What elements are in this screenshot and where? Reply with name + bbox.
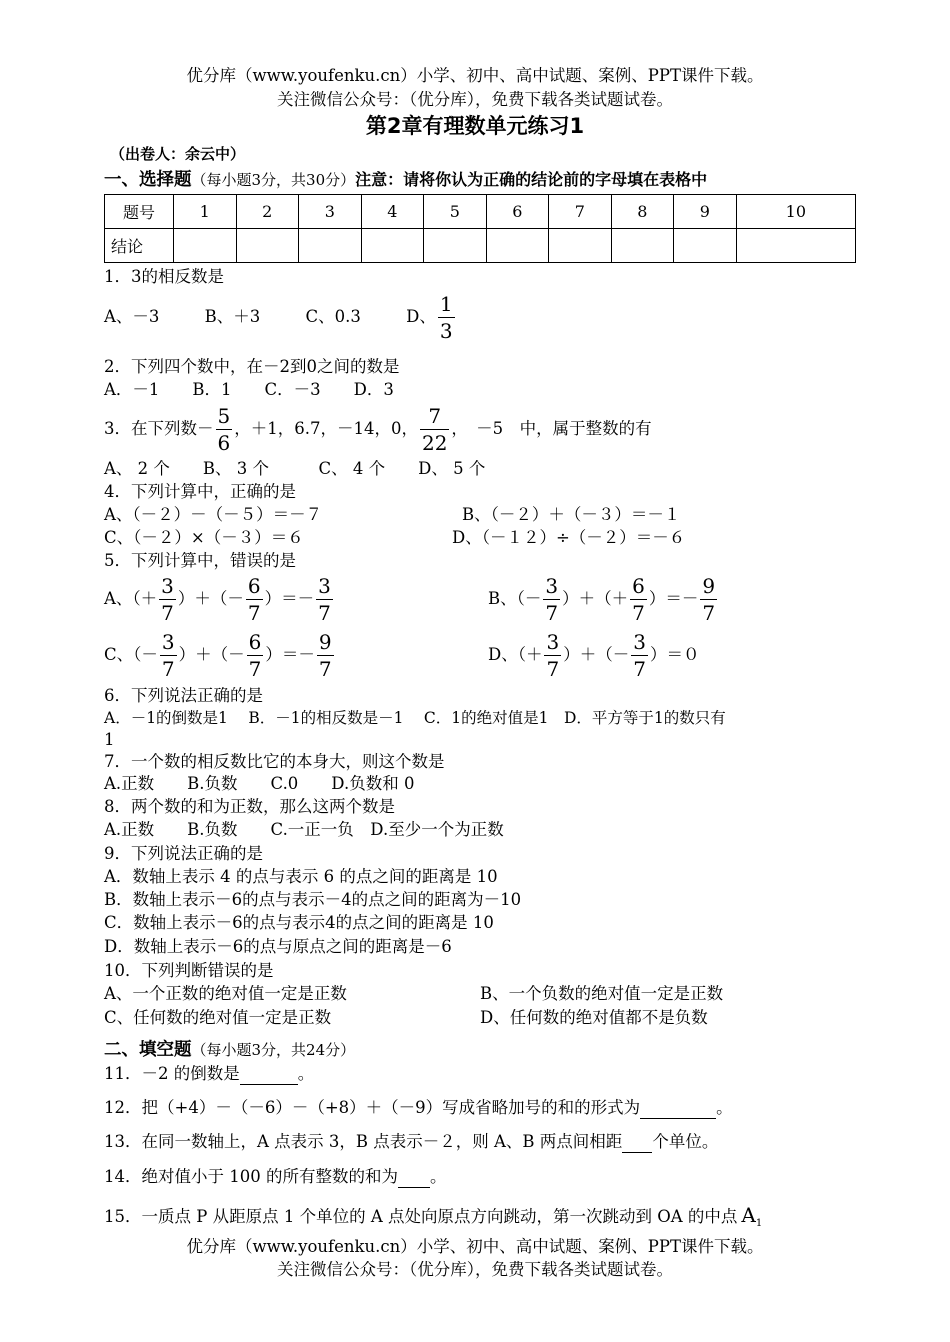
q8-options: A.正数 B.负数 C.一正一负 D.至少一个为正数 xyxy=(104,820,504,839)
table-row-numbers xyxy=(105,195,856,229)
q9-option-c: C．数轴上表示－6的点与表示4的点之间的距离是 10 xyxy=(104,913,494,932)
page-title: 第2章有理数单元练习1 xyxy=(365,114,585,138)
q11: 11．－2 的倒数是 。 xyxy=(104,1064,315,1083)
fraction: $\frac{7}{22}$ xyxy=(421,404,448,455)
table-cell-number: 7 xyxy=(549,195,612,229)
fraction: $\frac{6}{7}$ xyxy=(248,630,262,681)
q4-option-c: C、（－２）×（－３）＝６ xyxy=(104,528,304,547)
q1-option-b: B、＋3 xyxy=(204,307,261,326)
section1-note: 注意：请将你认为正确的结论前的字母填在表格中 xyxy=(355,170,708,189)
q8-stem: 8．两个数的和为正数，那么这两个数是 xyxy=(104,797,395,816)
answer-cell[interactable] xyxy=(236,229,299,263)
q4-stem: 4．下列计算中，正确的是 xyxy=(104,482,296,501)
q6-options: A．－1的倒数是1 B．－1的相反数是－1 C．1的绝对值是1 D．平方等于1的数只有 xyxy=(104,709,726,727)
answer-cell[interactable] xyxy=(174,229,237,263)
q1-stem: 1．3的相反数是 xyxy=(104,267,224,286)
q3-options: A、 2 个 B、 3 个 C、 4 个 D、 5 个 xyxy=(104,459,486,478)
table-header-answer: 结论 xyxy=(105,229,174,263)
fraction: $\frac{6}{7}$ xyxy=(247,574,261,625)
fraction: $\frac{9}{7}$ xyxy=(318,630,332,681)
table-cell-number: 5 xyxy=(424,195,487,229)
fraction: $\frac{3}{7}$ xyxy=(633,630,646,681)
fraction: $\frac{6}{7}$ xyxy=(632,574,645,625)
section2-heading: 二、填空题 xyxy=(104,1040,192,1060)
q1-option-d: D、 xyxy=(406,307,436,326)
q3-text-post: ， －5 中，属于整数的有 xyxy=(451,419,652,438)
section1-score: （每小题3分，共30分） xyxy=(191,171,356,189)
answer-table xyxy=(104,194,856,263)
table-cell-number: 1 xyxy=(174,195,237,229)
fraction: $\frac{3}{7}$ xyxy=(161,630,175,681)
q3-text-pre: 3．在下列数－ xyxy=(104,419,214,438)
q4-option-d: D、（－１２）÷（－２）＝－６ xyxy=(452,528,686,547)
q9-option-a: A．数轴上表示 4 的点与表示 6 的点之间的距离是 10 xyxy=(104,867,498,886)
q4-option-a: A、（－２）－（－５）＝－７ xyxy=(104,505,323,524)
footer-line-1: 优分库（www.youfenku.cn）小学、初中、高中试题、案例、PPT课件下载。 xyxy=(186,1237,764,1256)
section1-heading-row xyxy=(104,170,707,190)
q5-stem: 5．下列计算中，错误的是 xyxy=(104,551,296,570)
table-cell-number: 6 xyxy=(486,195,549,229)
q10-stem: 10．下列判断错误的是 xyxy=(104,961,274,980)
fraction: $\frac{3}{7}$ xyxy=(545,574,559,625)
footer-line-2: 关注微信公众号：（优分库），免费下载各类试题试卷。 xyxy=(277,1260,673,1279)
section2-score: （每小题3分，共24分） xyxy=(191,1041,356,1059)
q9-option-b: B．数轴上表示－6的点与表示－4的点之间的距离为－10 xyxy=(104,890,522,909)
header-line-1: 优分库（www.youfenku.cn）小学、初中、高中试题、案例、PPT课件下载。 xyxy=(186,66,764,85)
answer-blank[interactable] xyxy=(622,1132,652,1153)
section2-heading-row xyxy=(104,1040,355,1060)
q10-option-d: D、任何数的绝对值都不是负数 xyxy=(480,1008,708,1027)
q10-option-a: A、一个正数的绝对值一定是正数 xyxy=(104,984,347,1003)
q1-options xyxy=(104,288,457,346)
author-line: （出卷人：余云中） xyxy=(110,145,246,163)
table-cell-number: 2 xyxy=(236,195,299,229)
q10-option-b: B、一个负数的绝对值一定是正数 xyxy=(480,984,724,1003)
q6-stem: 6．下列说法正确的是 xyxy=(104,686,263,705)
q13: 13．在同一数轴上，A 点表示 3，B 点表示－２，则 A、B 两点间相距 个单位。 xyxy=(104,1132,719,1151)
table-cell-number: 8 xyxy=(611,195,674,229)
q1-option-a: A、－3 xyxy=(104,307,160,326)
fraction: $\frac{3}{7}$ xyxy=(546,630,560,681)
answer-cell[interactable] xyxy=(424,229,487,263)
q3-text-mid: ，＋1，6.7，－14，0， xyxy=(234,419,418,438)
q9-option-d: D．数轴上表示－6的点与原点之间的距离是－6 xyxy=(104,937,452,956)
answer-cell[interactable] xyxy=(674,229,737,263)
answer-cell[interactable] xyxy=(736,229,855,263)
q5-option-b: B、（－ $\frac{3}{7}$ ）＋（＋ $\frac{6}{7}$ ）＝－ $\frac{9}{7}$ xyxy=(488,574,716,625)
header-line-2: 关注微信公众号：（优分库），免费下载各类试题试卷。 xyxy=(277,90,673,109)
q14: 14．绝对值小于 100 的所有整数的和为 。 xyxy=(104,1167,447,1186)
q10-option-c: C、任何数的绝对值一定是正数 xyxy=(104,1008,332,1027)
table-cell-number: 9 xyxy=(674,195,737,229)
q12: 12．把（+4）－（－6）－（+8）＋（－9）写成省略加号的和的形式为 。 xyxy=(104,1098,733,1117)
table-cell-number: 10 xyxy=(736,195,855,229)
fraction: $\frac{5}{6}$ xyxy=(217,404,231,455)
answer-cell[interactable] xyxy=(549,229,612,263)
q1-option-c: C、0.3 xyxy=(305,307,361,326)
section1-heading: 一、选择题 xyxy=(104,170,192,190)
q5-option-d: D、（＋ $\frac{3}{7}$ ）＋（－ $\frac{3}{7}$ ）＝０ xyxy=(488,630,700,681)
answer-cell[interactable] xyxy=(299,229,362,263)
q5-option-c: C、（－ $\frac{3}{7}$ ）＋（－ $\frac{6}{7}$ ）＝－ $\frac{9}{7}$ xyxy=(104,630,332,681)
q2-stem: 2．下列四个数中，在－2到0之间的数是 xyxy=(104,357,400,376)
q9-stem: 9．下列说法正确的是 xyxy=(104,844,263,863)
table-row-answers xyxy=(105,229,856,263)
table-cell-number: 3 xyxy=(299,195,362,229)
q7-options: A.正数 B.负数 C.0 D.负数和 0 xyxy=(104,774,415,793)
q15: 15．一质点 P 从距原点 1 个单位的 A 点处向原点方向跳动，第一次跳动到 OA 的中点 $A_1$ xyxy=(104,1203,763,1229)
fraction: $\frac{3}{7}$ xyxy=(161,574,174,625)
q7-stem: 7．一个数的相反数比它的本身大，则这个数是 xyxy=(104,752,445,771)
answer-blank[interactable] xyxy=(240,1064,298,1085)
fraction: $\frac{9}{7}$ xyxy=(702,574,716,625)
table-cell-number: 4 xyxy=(361,195,424,229)
fraction: $\frac{3}{7}$ xyxy=(318,574,331,625)
answer-blank[interactable] xyxy=(398,1167,430,1188)
q3-stem xyxy=(104,400,652,458)
q2-options: A．－1 B．1 C．－3 D．3 xyxy=(104,380,394,399)
answer-cell[interactable] xyxy=(361,229,424,263)
fraction: $\frac{1}{3}$ xyxy=(439,292,453,343)
answer-blank[interactable] xyxy=(640,1098,716,1119)
q4-option-b: B、（－２）＋（－３）＝－１ xyxy=(462,505,681,524)
answer-cell[interactable] xyxy=(611,229,674,263)
table-header-question: 题号 xyxy=(105,195,174,229)
answer-cell[interactable] xyxy=(486,229,549,263)
q6-options-cont: 1 xyxy=(104,730,115,749)
q5-option-a: A、（＋ $\frac{3}{7}$ ）＋（－ $\frac{6}{7}$ ）＝－ $\frac{3}{7}$ xyxy=(104,574,331,625)
